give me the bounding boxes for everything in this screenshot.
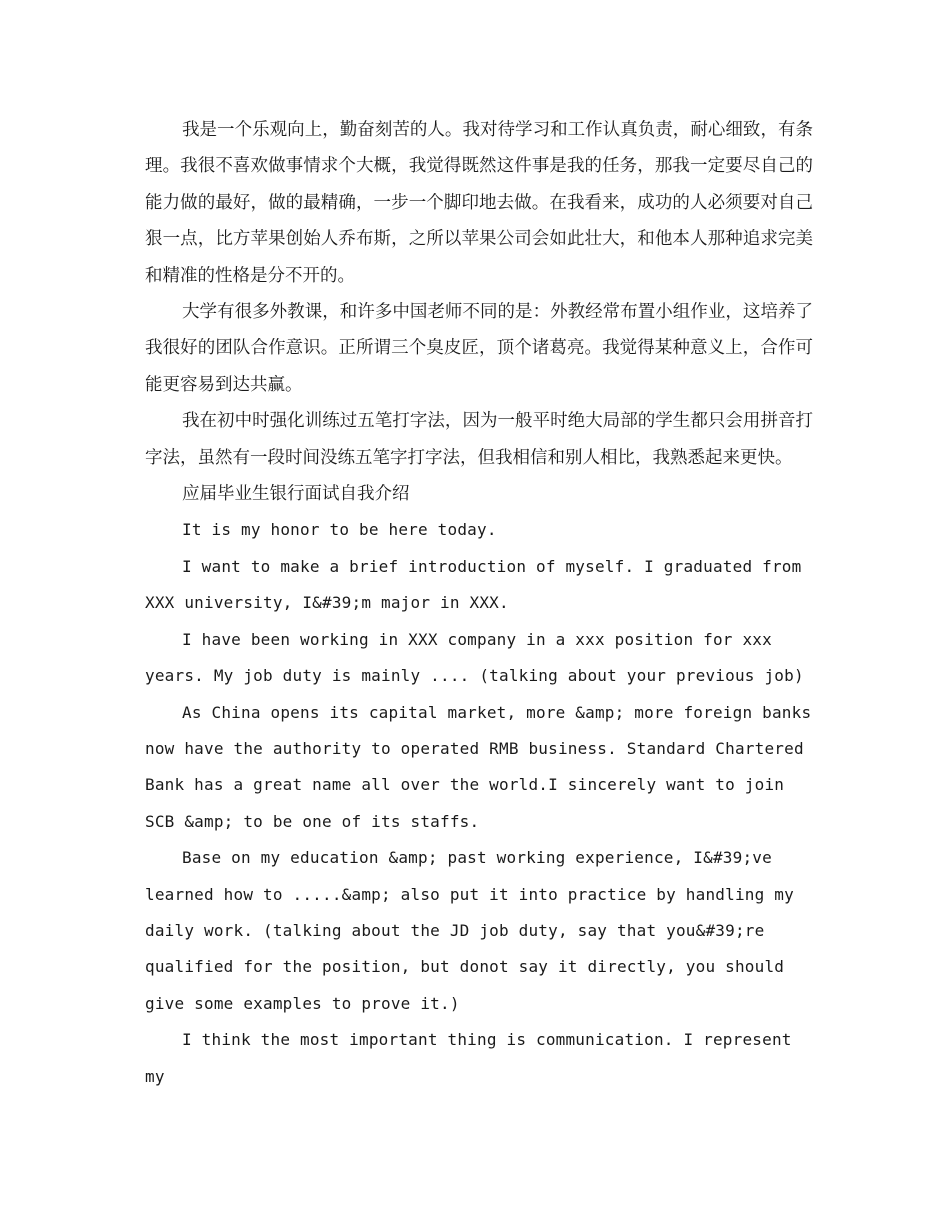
- paragraph-optimistic-self: 我是一个乐观向上，勤奋刻苦的人。我对待学习和工作认真负责，耐心细致，有条理。我很不喜欢做事情求个大概，我觉得既然这件事是我的任务，那我一定要尽自己的能力做的最好，做的最精确，一步一个脚印地去做。在我看来，成功的人必须要对自己狠一点，比方苹果创始人乔布斯，之所以苹果公司会如此壮大，和他本人那种追求完美和精准的性格是分不开的。: [145, 120, 813, 286]
- paragraph-honor: It is my honor to be here today.: [182, 520, 497, 540]
- paragraph-teamwork: 大学有很多外教课，和许多中国老师不同的是：外教经常布置小组作业，这培养了我很好的团队合作意识。正所谓三个臭皮匠，顶个诸葛亮。我觉得某种意义上，合作可能更容易到达共赢。: [145, 302, 813, 395]
- paragraph-typing-skill: 我在初中时强化训练过五笔打字法，因为一般平时绝大局部的学生都只会用拼音打字法，虽然有一段时间没练五笔字打字法，但我相信和别人相比，我熟悉起来更快。: [145, 411, 813, 468]
- section-heading: 应届毕业生银行面试自我介绍: [182, 484, 410, 505]
- document-body: [145, 112, 822, 1095]
- paragraph-introduction: I want to make a brief introduction of myself. I graduated from XXX university, I&#39;m major in XXX.: [145, 556, 812, 613]
- paragraph-qualification: Base on my education &amp; past working experience, I&#39;ve learned how to .....&amp; also put it into practice by handling my daily work. (talking about the JD job duty, say that you&#39;re qualified for the position, but donot say it directly, you should give some examples to prove it.): [145, 848, 804, 1013]
- paragraph-motivation: As China opens its capital market, more &amp; more foreign banks now have the authority to operated RMB business. Standard Chartered Bank has a great name all over the world.I sincerely want to join SCB &amp; to be one of its staffs.: [145, 702, 822, 831]
- paragraph-communication: I think the most important thing is communication. I represent my: [145, 1030, 802, 1086]
- paragraph-work-experience: I have been working in XXX company in a xxx position for xxx years. My job duty is mainly .... (talking about your previous job): [145, 629, 804, 686]
